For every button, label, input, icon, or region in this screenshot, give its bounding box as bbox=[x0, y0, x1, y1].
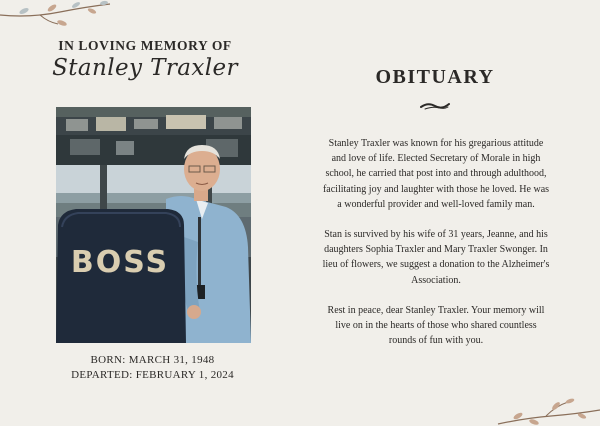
flourish-divider-icon bbox=[420, 101, 450, 111]
chair-boss-label: BOSS bbox=[70, 245, 170, 280]
departed-date: FEBRUARY 1, 2024 bbox=[135, 369, 234, 381]
memorial-header bbox=[40, 38, 250, 81]
life-dates bbox=[40, 353, 265, 383]
memorial-photo-illustration bbox=[56, 107, 251, 343]
obituary-paragraph: Stanley Traxler was known for his gregarious attitude and love of life. Elected Secretary of Morale in high school, he carried that post into and through adulthood, facilitating joy and laughter with those he loved. He was a wonderful provider and well-loved family man. bbox=[322, 138, 550, 210]
obituary-paragraph: Stan is survived by his wife of 31 years, Jeanne, and his daughters Sophia Traxler and Mary Traxler Swonger. In lieu of flowers, we suggest a donation to the Alzheimer's Association. bbox=[322, 229, 550, 286]
born-line bbox=[40, 353, 265, 368]
branch-decoration-bottom-right bbox=[496, 396, 600, 426]
in-loving-memory-heading: IN LOVING MEMORY OF bbox=[58, 38, 232, 53]
obituary-body bbox=[322, 136, 550, 363]
branch-decoration-top-left bbox=[0, 0, 112, 30]
obituary-title: OBITUARY bbox=[375, 66, 495, 88]
born-label: BORN: bbox=[90, 354, 126, 366]
departed-line bbox=[40, 368, 265, 383]
memorial-photo bbox=[56, 107, 251, 343]
born-date: MARCH 31, 1948 bbox=[128, 354, 215, 366]
departed-label: DEPARTED: bbox=[71, 369, 133, 381]
deceased-name: Stanley Traxler bbox=[52, 55, 238, 81]
obituary-header bbox=[325, 66, 545, 111]
obituary-paragraph: Rest in peace, dear Stanley Traxler. Your memory will live on in the hearts of those who shared countless rounds of fun with you. bbox=[327, 304, 545, 347]
